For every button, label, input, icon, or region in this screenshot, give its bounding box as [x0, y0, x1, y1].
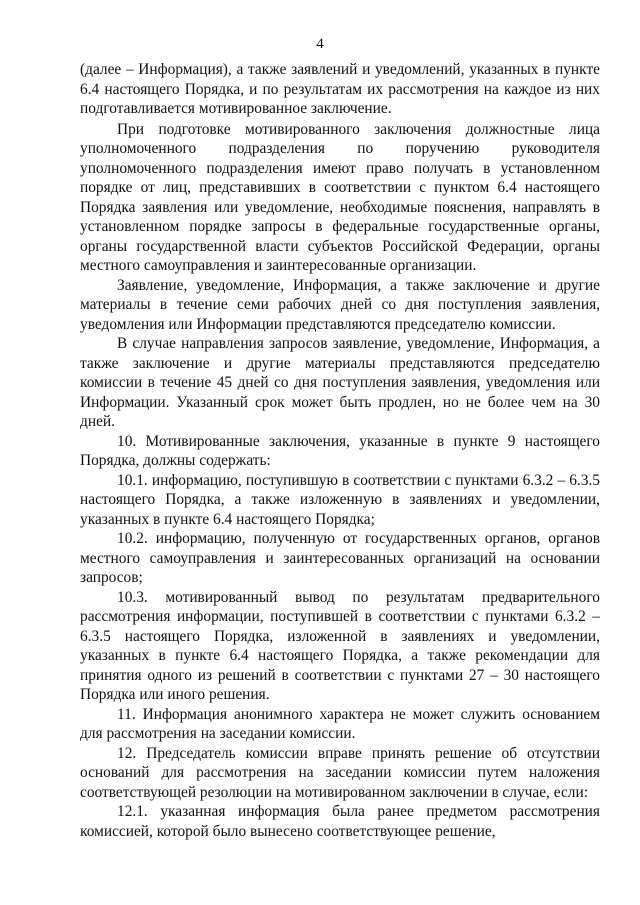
- paragraph-request-deadline: В случае направления запросов заявление, уведомление, Информация, а также заключение и другие материалы представляются председателю комиссии в течение 45 дней со дня поступления заявления, уведомления или Информации. Указанный срок может быть продлен, но не более чем на 30 дней.: [80, 335, 600, 430]
- document-body: [80, 60, 600, 841]
- paragraph-preparation-rights: При подготовке мотивированного заключения должностные лица уполномоченного подразделения по поручению руководителя уполномоченного подразделения имеют право получать в установленном порядке от лиц, представивших в соответствии с пунктом 6.4 настоящего Порядка заявления или уведомление, необходимые пояснения, направлять в установленном порядке запросы в федеральные государственные органы, органы государственной власти субъектов Российской Федерации, органы местного самоуправления и заинтересованные организации.: [80, 120, 600, 274]
- paragraph-submission-deadline: Заявление, уведомление, Информация, а также заключение и другие материалы в течение семи рабочих дней со дня поступления заявления, уведомления или Информации представляются председателю комиссии.: [80, 276, 600, 333]
- paragraph-item-10-3: 10.3. мотивированный вывод по результатам предварительного рассмотрения информации, поступившей в соответствии с пунктами 6.3.2 – 6.3.5 настоящего Порядка, изложенной в заявлениях и уведомлении, указанных в пункте 6.4 настоящего Порядка, а также рекомендации для принятия одного из решений в соответствии с пунктами 27 – 30 настоящего Порядка или иного решения.: [80, 588, 600, 703]
- paragraph-item-12: 12. Председатель комиссии вправе принять решение об отсутствии оснований для рассмотрения на заседании комиссии путем наложения соответствующей резолюции на мотивированном заключении в случае, если:: [80, 744, 600, 801]
- paragraph-item-10-2: 10.2. информацию, полученную от государственных органов, органов местного самоуправления и заинтересованных организаций на основании запросов;: [80, 530, 600, 586]
- paragraph-continuation: (далее – Информация), а также заявлений и уведомлений, указанных в пункте 6.4 настоящего Порядка, и по результатам их рассмотрения на каждое из них подготавливается мотивированное заключение.: [80, 61, 600, 117]
- paragraph-item-10-1: 10.1. информацию, поступившую в соответствии с пунктами 6.3.2 – 6.3.5 настоящего Порядка, а также изложенную в заявлениях и уведомлении, указанных в пункте 6.4 настоящего Порядка;: [80, 471, 600, 528]
- paragraph-item-12-1: 12.1. указанная информация была ранее предметом рассмотрения комиссией, которой было вынесено соответствующее решение,: [80, 803, 600, 840]
- paragraph-item-10: 10. Мотивированные заключения, указанные в пункте 9 настоящего Порядка, должны содержать:: [80, 432, 600, 469]
- paragraph-item-11: 11. Информация анонимного характера не может служить основанием для рассмотрения на заседании комиссии.: [80, 705, 600, 742]
- page-number: 4: [316, 36, 324, 52]
